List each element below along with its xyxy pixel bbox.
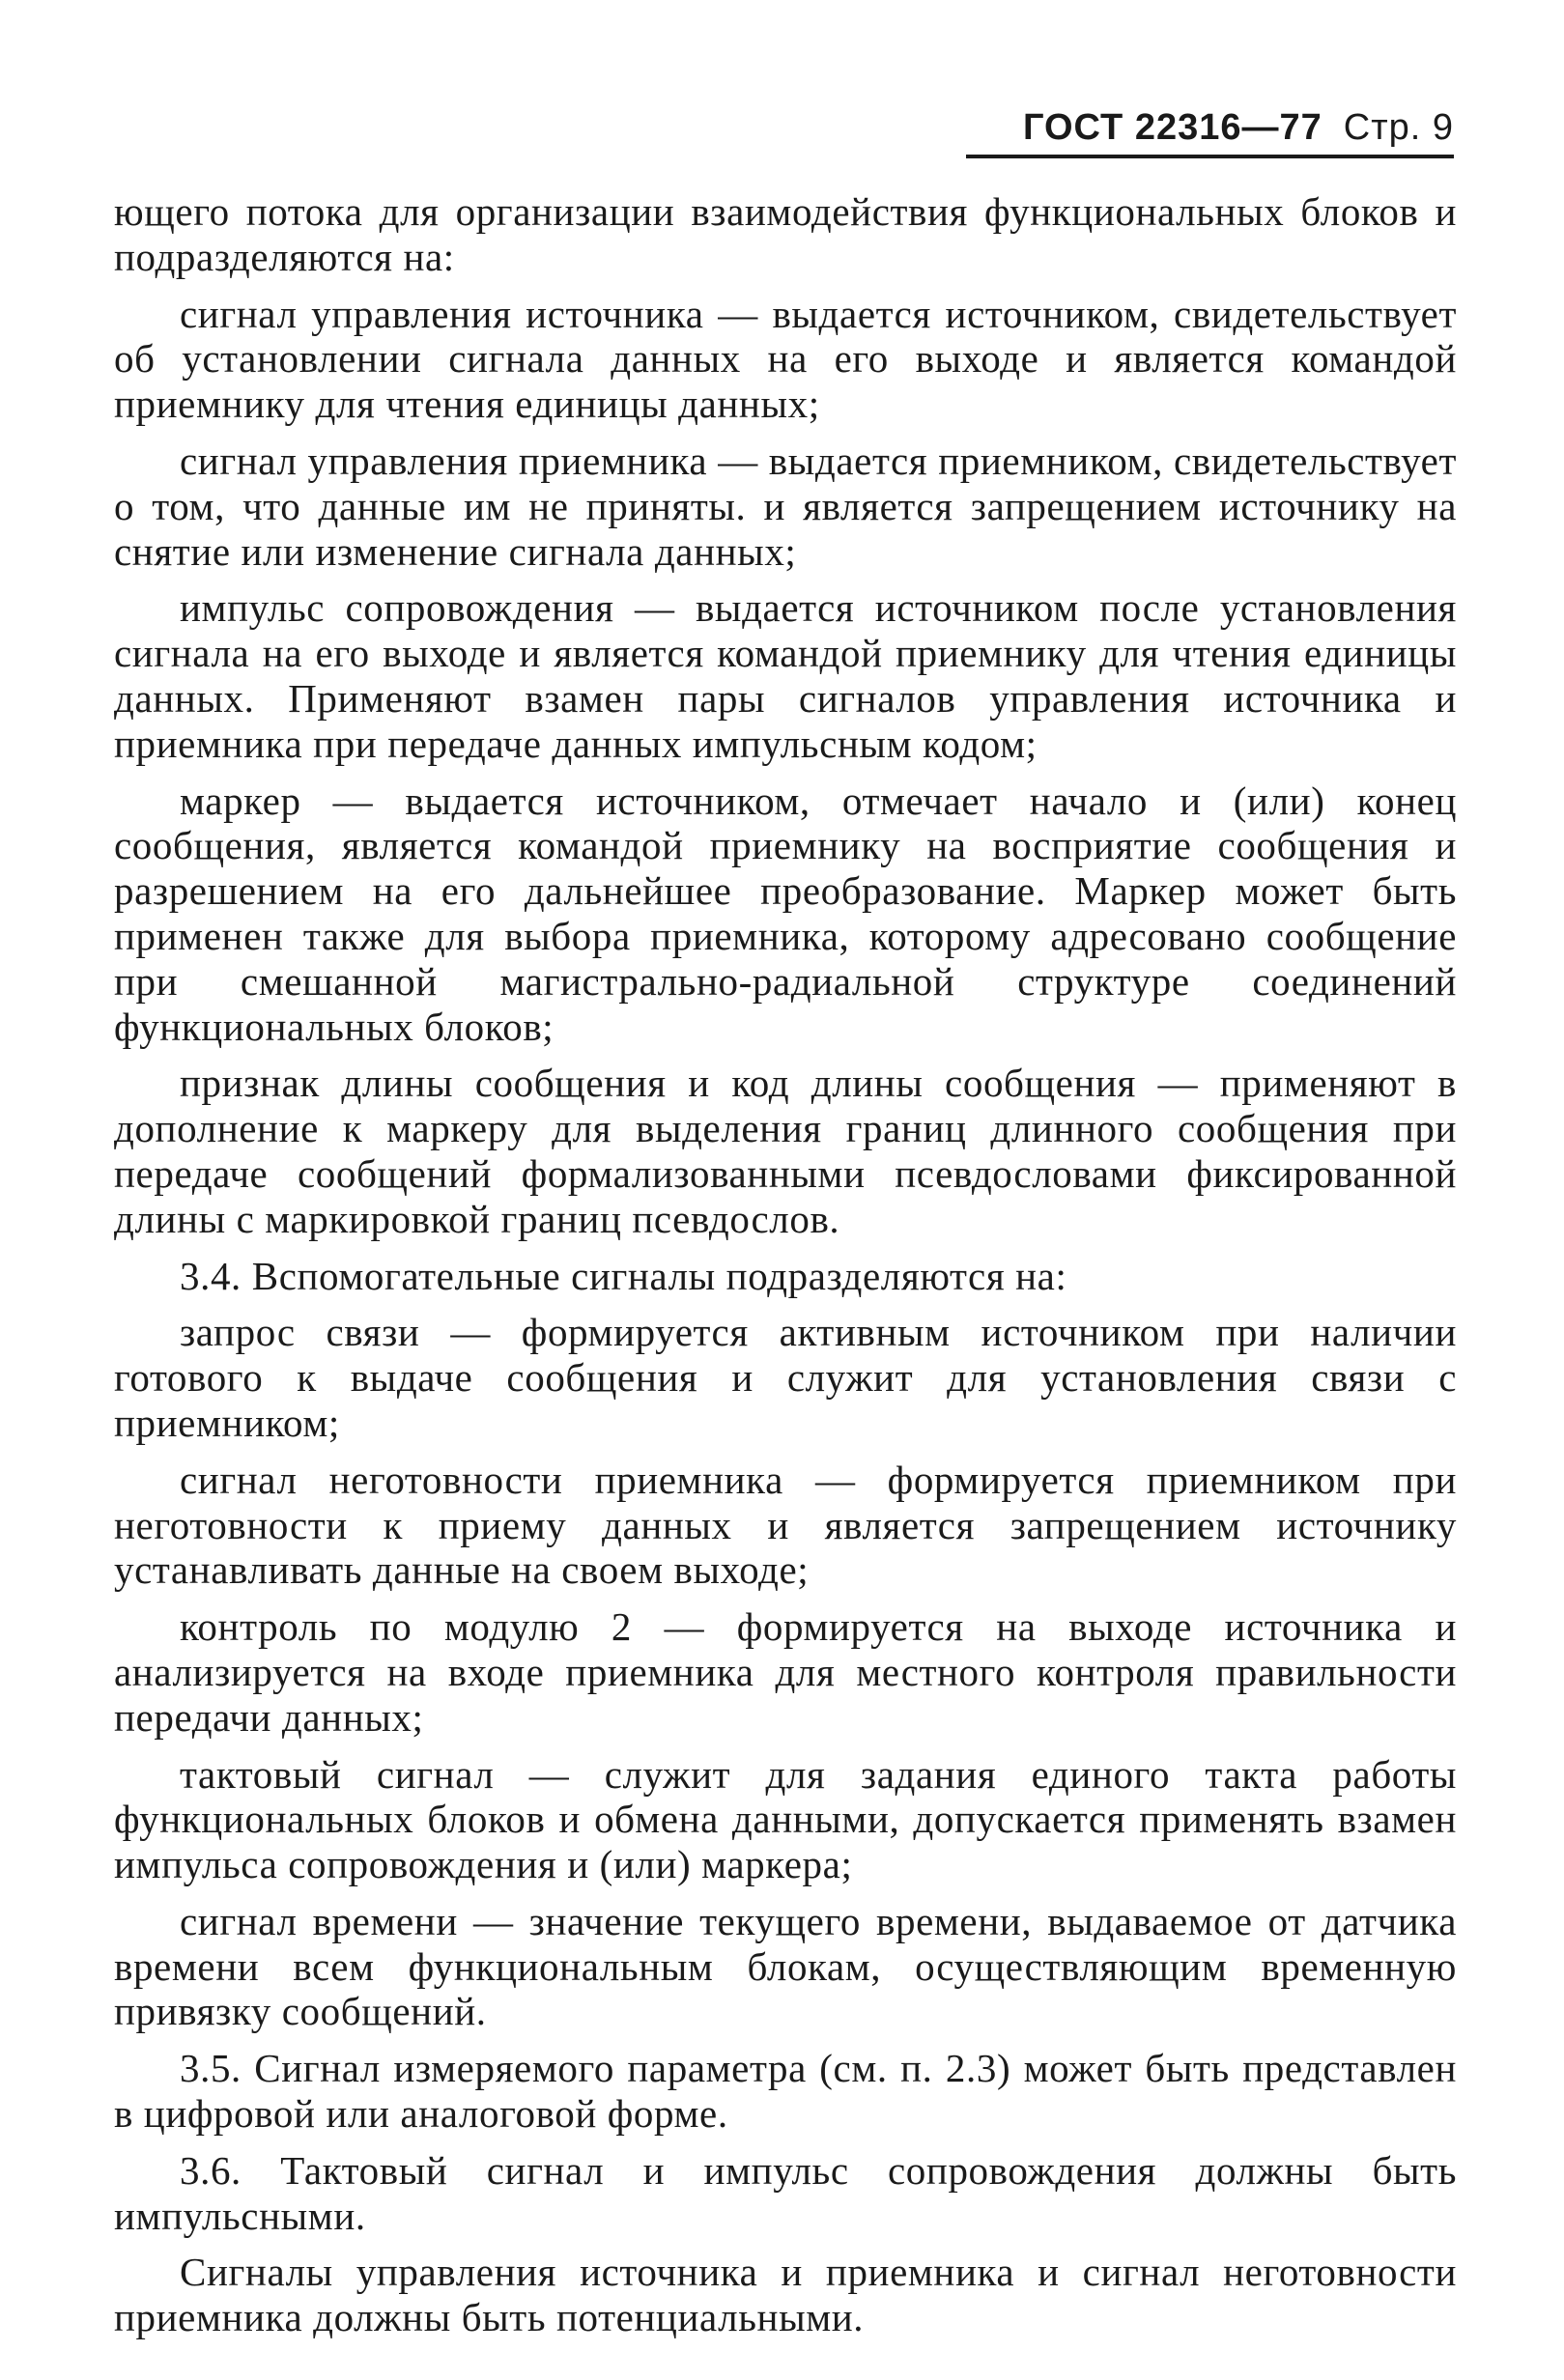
page-header	[966, 104, 1454, 158]
paragraph-parity-check: контроль по модулю 2 — формируется на выходе источника и анализируется на входе приемника для местного контроля правильности передачи данных;	[114, 1604, 1457, 1740]
paragraph-potential-signals: Сигналы управления источника и приемника и сигнал неготовности приемника должны быть потенциальными.	[114, 2250, 1457, 2340]
body-text	[114, 189, 1457, 2352]
paragraph-time-signal: сигнал времени — значение текущего времени, выдаваемое от датчика времени всем функциональным блокам, осуществляющим временную привязку сообщений.	[114, 1898, 1457, 2034]
paragraph-section-3-6: 3.6. Тактовый сигнал и импульс сопровождения должны быть импульсными.	[114, 2147, 1457, 2238]
paragraph-strobe-pulse: импульс сопровождения — выдается источником после установления сигнала на его выходе и является командой приемнику для чтения единицы данных. Применяют взамен пары сигналов управления источника и приемника при передаче данных импульсным кодом;	[114, 585, 1457, 766]
paragraph-link-request: запрос связи — формируется активным источником при наличии готового к выдаче сообщения и служит для установления связи с приемником;	[114, 1310, 1457, 1445]
paragraph-section-3-4: 3.4. Вспомогательные сигналы подразделяются на:	[180, 1253, 1067, 1298]
paragraph-source-control-signal: сигнал управления источника — выдается источником, свидетельствует об установлении сигнала данных на его выходе и является командой приемнику для чтения единицы данных;	[114, 291, 1457, 427]
standard-number: ГОСТ 22316—77	[1022, 107, 1322, 148]
paragraph-receiver-not-ready: сигнал неготовности приемника — формируется приемником при неготовности к приему данных и является запрещением источнику устанавливать данные на своем выходе;	[114, 1457, 1457, 1593]
paragraph-continuation: ющего потока для организации взаимодействия функциональных блоков и подразделяются на:	[114, 189, 1457, 279]
paragraph-receiver-control-signal: сигнал управления приемника — выдается приемником, свидетельствует о том, что данные им не приняты. и является запрещением источнику на снятие или изменение сигнала данных;	[114, 438, 1457, 574]
paragraph-section-3-5: 3.5. Сигнал измеряемого параметра (см. п. 2.3) может быть представлен в цифровой или аналоговой форме.	[114, 2046, 1457, 2137]
paragraph-marker: маркер — выдается источником, отмечает начало и (или) конец сообщения, является командой приемнику на восприятие сообщения и разрешением на его дальнейшее преобразование. Маркер может быть применен также для выбора приемника, которому адресовано сообщение при смешанной магистрально-радиальной структуре соединений функциональных блоков;	[114, 778, 1457, 1049]
paragraph-message-length: признак длины сообщения и код длины сообщения — применяют в дополнение к маркеру для выделения границ длинного сообщения при передаче сообщений формализованными псевдословами фиксированной длины с маркировкой границ псевдослов.	[114, 1061, 1457, 1241]
paragraph-clock-signal: тактовый сигнал — служит для задания единого такта работы функциональных блоков и обмена данными, допускается применять взамен импульса сопровождения и (или) маркера;	[114, 1751, 1457, 1887]
page-number: Стр. 9	[1343, 107, 1454, 148]
